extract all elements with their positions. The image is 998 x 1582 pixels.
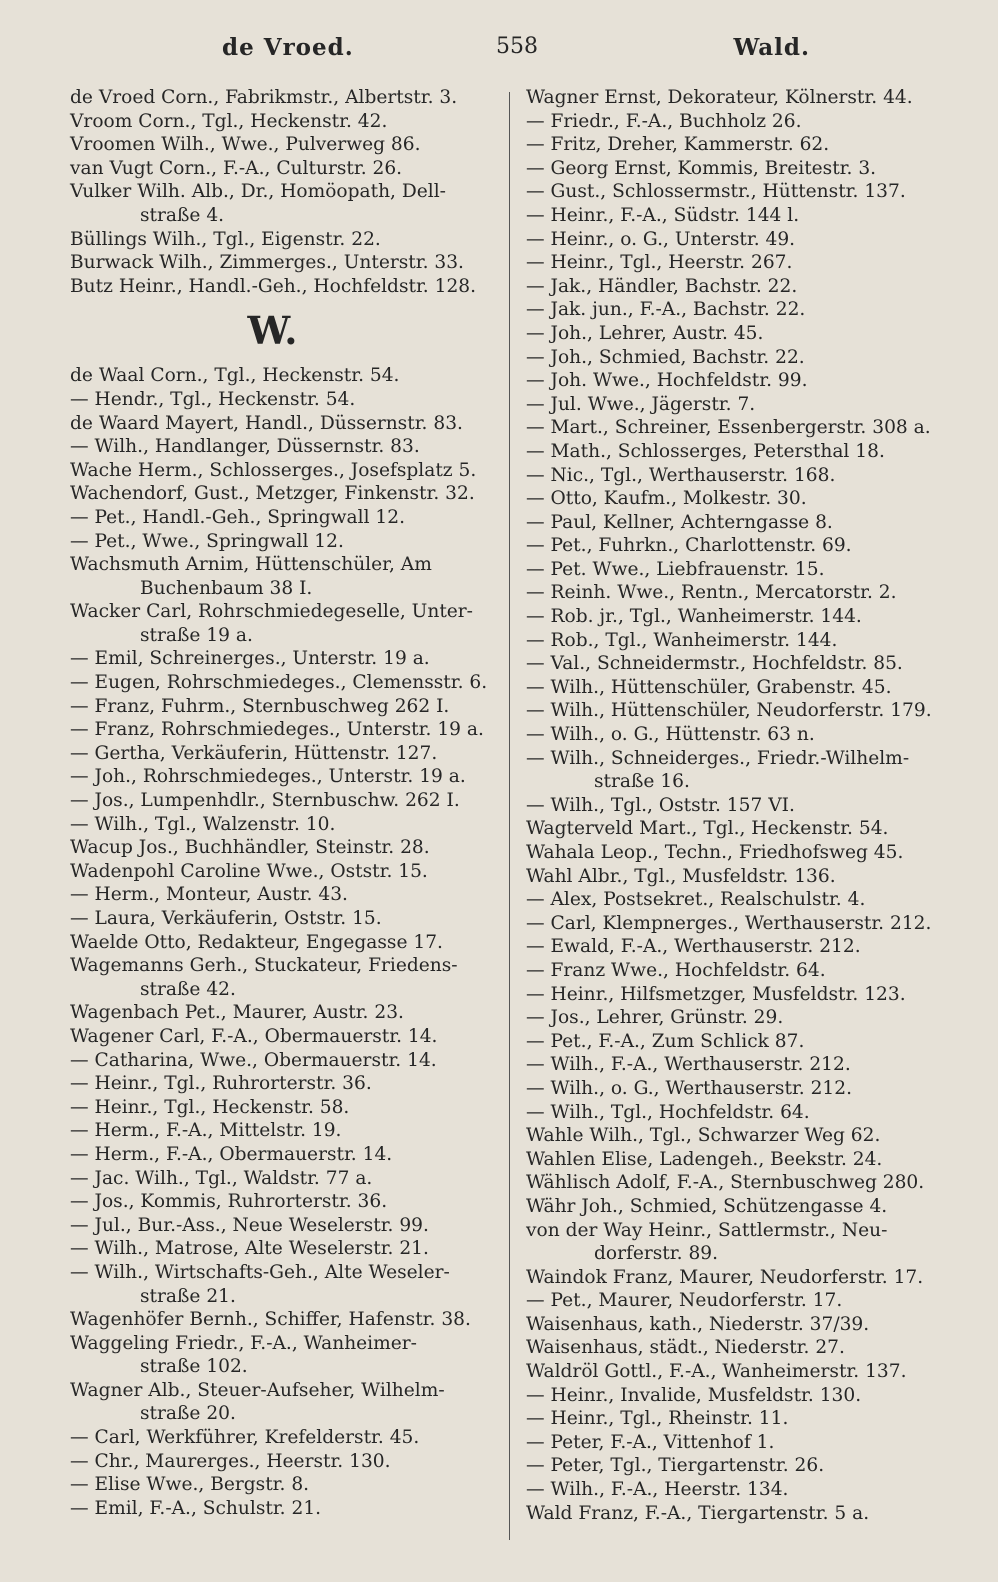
entry-line: — Herm., F.-A., Mittelstr. 19. [70, 1120, 342, 1142]
directory-entry [526, 1124, 956, 1148]
directory-entry [526, 865, 956, 889]
directory-entry [70, 695, 495, 719]
directory-entry [526, 888, 956, 912]
entry-line: — Franz, Fuhrm., Sternbuschweg 262 I. [70, 695, 450, 717]
entry-line: — Pet., Wwe., Springwall 12. [70, 530, 344, 552]
directory-entry [526, 959, 956, 983]
directory-entry [526, 322, 956, 346]
entry-line: — Nic., Tgl., Werthauserstr. 168. [526, 464, 836, 486]
entry-line: — Hendr., Tgl., Heckenstr. 54. [70, 388, 356, 410]
directory-entry [526, 1030, 956, 1054]
entry-line: Vroomen Wilh., Wwe., Pulverweg 86. [70, 134, 421, 156]
entry-line: — Gertha, Verkäuferin, Hüttenstr. 127. [70, 742, 438, 764]
entry-line: von der Way Heinr., Sattlermstr., Neu- [526, 1219, 888, 1241]
header-left-keyword: de Vroed. [222, 34, 354, 61]
entry-line: Waindok Franz, Maurer, Neudorferstr. 17. [526, 1266, 924, 1288]
directory-entry [526, 605, 956, 629]
directory-entry [526, 464, 956, 488]
directory-entry [70, 110, 495, 134]
entry-line: Währ Joh., Schmied, Schützengasse 4. [526, 1195, 888, 1217]
entry-line: — Fritz, Dreher, Kammerstr. 62. [526, 134, 830, 156]
directory-entry [526, 157, 956, 181]
entry-line: Wählisch Adolf, F.-A., Sternbuschweg 280. [526, 1172, 925, 1194]
directory-entry [526, 747, 956, 794]
directory-entry [70, 1049, 495, 1073]
entry-line: — Carl, Werkführer, Krefelderstr. 45. [70, 1427, 420, 1449]
directory-entry [70, 412, 495, 436]
directory-entry [70, 388, 495, 412]
directory-entry [526, 676, 956, 700]
directory-entry [70, 180, 495, 227]
entry-line: straße 20. [140, 1403, 236, 1425]
entry-line: — Chr., Maurerges., Heerstr. 130. [70, 1450, 391, 1472]
directory-entry [70, 1450, 495, 1474]
entry-line: — Jos., Lehrer, Grünstr. 29. [526, 1007, 784, 1029]
entry-line: — Carl, Klempnerges., Werthauserstr. 212. [526, 912, 932, 934]
entry-line: — Pet., Maurer, Neudorferstr. 17. [526, 1290, 843, 1312]
directory-entry [526, 983, 956, 1007]
entry-line: — Joh., Rohrschmiedeges., Unterstr. 19 a. [70, 766, 466, 788]
directory-entry [526, 416, 956, 440]
entry-line: Wagemanns Gerh., Stuckateur, Friedens- [70, 955, 458, 977]
page-header [70, 34, 950, 74]
directory-entry [526, 1336, 956, 1360]
entry-line: Vulker Wilh. Alb., Dr., Homöopath, Dell- [70, 181, 446, 203]
directory-entry [70, 860, 495, 884]
directory-entry [70, 1426, 495, 1450]
entry-line: — Reinh. Wwe., Rentn., Mercatorstr. 2. [526, 582, 897, 604]
directory-entry [526, 1101, 956, 1125]
directory-entry [526, 1313, 956, 1337]
directory-entry [526, 393, 956, 417]
entry-line: — Ewald, F.-A., Werthauserstr. 212. [526, 936, 861, 958]
directory-entry [70, 1072, 495, 1096]
entry-line: — Otto, Kaufm., Molkestr. 30. [526, 488, 807, 510]
entry-line: — Pet. Wwe., Liebfrauenstr. 15. [526, 558, 825, 580]
entry-line: — Heinr., Tgl., Heerstr. 267. [526, 252, 793, 274]
directory-entry [70, 647, 495, 671]
directory-entry [70, 506, 495, 530]
directory-entry [526, 346, 956, 370]
directory-entry [526, 1384, 956, 1408]
directory-entry [526, 1077, 956, 1101]
entry-line: — Math., Schlosserges, Petersthal 18. [526, 440, 885, 462]
directory-entry [526, 1289, 956, 1313]
entry-line: straße 102. [140, 1356, 248, 1378]
entry-line: Wache Herm., Schlosserges., Josefsplatz 5. [70, 459, 477, 481]
entry-line: Waisenhaus, städt., Niederstr. 27. [526, 1337, 845, 1359]
entry-line: straße 21. [140, 1285, 236, 1307]
entry-line: — Jos., Kommis, Ruhrorterstr. 36. [70, 1191, 388, 1213]
entry-line: straße 4. [140, 204, 225, 226]
directory-entry [526, 534, 956, 558]
directory-entry [70, 1473, 495, 1497]
entry-line: — Pet., Handl.-Geh., Springwall 12. [70, 506, 405, 528]
directory-entry [70, 133, 495, 157]
entry-line: — Rob. jr., Tgl., Wanheimerstr. 144. [526, 606, 862, 628]
entry-line: de Vroed Corn., Fabrikmstr., Albertstr. 3. [70, 87, 458, 108]
directory-entry [526, 1219, 956, 1266]
directory-entry [526, 1478, 956, 1502]
directory-entry [526, 298, 956, 322]
entry-line: — Jos., Lumpenhdlr., Sternbuschw. 262 I. [70, 790, 460, 812]
entry-line: — Catharina, Wwe., Obermauerstr. 14. [70, 1049, 437, 1071]
entry-line: — Herm., F.-A., Obermauerstr. 14. [70, 1143, 393, 1165]
section-letter: W. [247, 308, 298, 354]
directory-entry [526, 110, 956, 134]
directory-entry [70, 1143, 495, 1167]
directory-entry [526, 275, 956, 299]
entry-line: Waldröl Gottl., F.-A., Wanheimerstr. 137. [526, 1361, 907, 1383]
entry-line: Wagterveld Mart., Tgl., Heckenstr. 54. [526, 818, 889, 840]
entry-line: Wagenhöfer Bernh., Schiffer, Hafenstr. 38. [70, 1309, 471, 1331]
entry-line: — Mart., Schreiner, Essenbergerstr. 308 a. [526, 417, 931, 439]
directory-entry [526, 511, 956, 535]
entry-line: — Heinr., Tgl., Rheinstr. 11. [526, 1408, 789, 1430]
entry-line: Wagner Alb., Steuer-Aufseher, Wilhelm- [70, 1379, 445, 1401]
left-column [70, 86, 495, 1520]
entry-line: — Emil, Schreinerges., Unterstr. 19 a. [70, 648, 430, 670]
directory-entry [70, 530, 495, 554]
entry-line: — Heinr., F.-A., Südstr. 144 l. [526, 204, 800, 226]
entry-line: Wacup Jos., Buchhändler, Steinstr. 28. [70, 837, 430, 859]
directory-entry [70, 907, 495, 931]
directory-entry [70, 1308, 495, 1332]
directory-entry [526, 251, 956, 275]
directory-entry [70, 251, 495, 275]
directory-entry [70, 1332, 495, 1379]
entry-line: Wachsmuth Arnim, Hüttenschüler, Am [70, 554, 432, 576]
entry-line: — Heinr., Tgl., Ruhrorterstr. 36. [70, 1073, 372, 1095]
directory-entry [70, 1001, 495, 1025]
right-column [526, 86, 956, 1525]
entry-line: — Wilh., Wirtschafts-Geh., Alte Weseler- [70, 1261, 450, 1283]
entry-line: — Wilh., F.-A., Heerstr. 134. [526, 1479, 789, 1501]
entry-line: — Joh., Lehrer, Austr. 45. [526, 322, 764, 344]
directory-entry [70, 742, 495, 766]
directory-entry [526, 652, 956, 676]
directory-entry [70, 836, 495, 860]
entry-line: — Pet., Fuhrkn., Charlottenstr. 69. [526, 535, 852, 557]
directory-entry [70, 459, 495, 483]
directory-entry [526, 1148, 956, 1172]
entry-line: — Wilh., Handlanger, Düssernstr. 83. [70, 436, 420, 458]
entry-line: Wahala Leop., Techn., Friedhofsweg 45. [526, 842, 904, 863]
directory-entry [526, 935, 956, 959]
directory-entry [70, 718, 495, 742]
entry-line: de Waal Corn., Tgl., Heckenstr. 54. [70, 365, 400, 387]
entry-line: — Heinr., Tgl., Heckenstr. 58. [70, 1096, 350, 1118]
entry-line: — Alex, Postsekret., Realschulstr. 4. [526, 889, 866, 911]
entry-line: Wadenpohl Caroline Wwe., Oststr. 15. [70, 860, 428, 882]
entry-line: Vroom Corn., Tgl., Heckenstr. 42. [70, 110, 388, 132]
entry-line: — Paul, Kellner, Achterngasse 8. [526, 511, 833, 533]
entry-line: — Rob., Tgl., Wanheimerstr. 144. [526, 629, 838, 651]
entry-line: — Georg Ernst, Kommis, Breitestr. 3. [526, 157, 877, 179]
entry-line: straße 19 a. [140, 624, 253, 646]
directory-entry [526, 817, 956, 841]
entry-line: — Peter, Tgl., Tiergartenstr. 26. [526, 1455, 825, 1477]
directory-entry [70, 931, 495, 955]
entry-line: Wahl Albr., Tgl., Musfeldstr. 136. [526, 865, 836, 887]
directory-entry [526, 912, 956, 936]
entry-line: Waelde Otto, Redakteur, Engegasse 17. [70, 931, 443, 953]
directory-entry [70, 482, 495, 506]
entry-line: — Friedr., F.-A., Buchholz 26. [526, 110, 802, 132]
directory-entry [526, 1360, 956, 1384]
entry-line: — Val., Schneidermstr., Hochfeldstr. 85. [526, 653, 903, 675]
entry-line: de Waard Mayert, Handl., Düssernstr. 83. [70, 412, 463, 434]
entry-line: — Franz, Rohrschmiedeges., Unterstr. 19 a. [70, 719, 484, 741]
directory-entry [70, 1214, 495, 1238]
directory-entry [70, 157, 495, 181]
directory-entry [70, 1119, 495, 1143]
entry-line: — Heinr., Hilfsmetzger, Musfeldstr. 123. [526, 983, 906, 1005]
entry-line: Wagener Carl, F.-A., Obermauerstr. 14. [70, 1025, 438, 1047]
entry-line: — Joh. Wwe., Hochfeldstr. 99. [526, 370, 808, 392]
header-right-keyword: Wald. [733, 34, 810, 61]
directory-entry [70, 600, 495, 647]
directory-entry [526, 1431, 956, 1455]
entry-line: — Laura, Verkäuferin, Oststr. 15. [70, 908, 382, 929]
directory-entry [70, 1167, 495, 1191]
entry-line: — Jac. Wilh., Tgl., Waldstr. 77 a. [70, 1167, 373, 1189]
entry-line: — Wilh., o. G., Werthauserstr. 212. [526, 1077, 853, 1099]
entry-line: — Heinr., Invalide, Musfeldstr. 130. [526, 1384, 862, 1406]
entry-line: — Wilh., Matrose, Alte Weselerstr. 21. [70, 1238, 429, 1260]
directory-entry [526, 487, 956, 511]
entry-line: dorferstr. 89. [594, 1243, 719, 1265]
directory-entry [70, 1025, 495, 1049]
entry-line: — Peter, F.-A., Vittenhof 1. [526, 1431, 775, 1453]
entry-line: — Wilh., Tgl., Walzenstr. 10. [70, 813, 336, 835]
directory-entry [526, 794, 956, 818]
entry-line: Wagner Ernst, Dekorateur, Kölnerstr. 44. [526, 87, 913, 108]
directory-entry [526, 1053, 956, 1077]
entry-line: Buchenbaum 38 I. [140, 577, 313, 599]
entry-line: straße 42. [140, 978, 236, 1000]
directory-entry [526, 369, 956, 393]
directory-entry [526, 1266, 956, 1290]
entry-line: — Wilh., o. G., Hüttenstr. 63 n. [526, 724, 815, 746]
entry-line: — Wilh., Tgl., Oststr. 157 VI. [526, 794, 795, 816]
directory-entry [70, 1261, 495, 1308]
entry-line: Büllings Wilh., Tgl., Eigenstr. 22. [70, 228, 381, 250]
entry-line: — Joh., Schmied, Bachstr. 22. [526, 346, 805, 368]
entry-line: — Jul., Bur.-Ass., Neue Weselerstr. 99. [70, 1214, 429, 1236]
entry-line: — Elise Wwe., Bergstr. 8. [70, 1474, 310, 1496]
entry-line: — Jul. Wwe., Jägerstr. 7. [526, 393, 756, 415]
entry-line: — Jak., Händler, Bachstr. 22. [526, 275, 798, 297]
entry-line: Waggeling Friedr., F.-A., Wanheimer- [70, 1332, 417, 1354]
entry-line: Wacker Carl, Rohrschmiedegeselle, Unter- [70, 601, 473, 623]
directory-entry [70, 671, 495, 695]
directory-entry [526, 1454, 956, 1478]
entry-line: Wald Franz, F.-A., Tiergartenstr. 5 a. [526, 1502, 870, 1524]
entry-line: — Heinr., o. G., Unterstr. 49. [526, 228, 796, 250]
directory-entry [526, 841, 956, 865]
entry-line: — Emil, F.-A., Schulstr. 21. [70, 1497, 322, 1519]
directory-entry [526, 558, 956, 582]
entry-line: straße 16. [594, 771, 690, 793]
directory-entry [70, 364, 495, 388]
directory-entry [526, 180, 956, 204]
directory-entry [70, 1497, 495, 1521]
entry-line: Wahle Wilh., Tgl., Schwarzer Weg 62. [526, 1125, 881, 1147]
directory-entry [70, 553, 495, 600]
directory-entry [70, 275, 495, 299]
entry-line: — Wilh., Tgl., Hochfeldstr. 64. [526, 1101, 810, 1123]
directory-entry [526, 629, 956, 653]
directory-entry [526, 86, 956, 110]
entry-line: Wahlen Elise, Ladengeh., Beekstr. 24. [526, 1148, 883, 1170]
directory-entry [70, 86, 495, 110]
directory-entry [526, 1195, 956, 1219]
entry-line: Butz Heinr., Handl.-Geh., Hochfeldstr. 128. [70, 275, 477, 297]
entry-line: Burwack Wilh., Zimmerges., Unterstr. 33. [70, 252, 464, 274]
entry-line: — Wilh., F.-A., Werthauserstr. 212. [526, 1054, 851, 1076]
directory-entry [526, 204, 956, 228]
directory-entry [70, 435, 495, 459]
directory-entry [526, 1006, 956, 1030]
entry-line: — Wilh., Hüttenschüler, Grabenstr. 45. [526, 676, 892, 698]
entry-line: — Herm., Monteur, Austr. 43. [70, 884, 348, 906]
directory-entry [70, 883, 495, 907]
directory-entry [70, 1237, 495, 1261]
directory-entry [526, 723, 956, 747]
column-divider [509, 92, 510, 1540]
directory-entry [70, 813, 495, 837]
directory-entry [70, 1096, 495, 1120]
directory-entry [526, 699, 956, 723]
directory-entry [70, 1379, 495, 1426]
entry-line: Wagenbach Pet., Maurer, Austr. 23. [70, 1002, 404, 1024]
entry-line: van Vugt Corn., F.-A., Culturstr. 26. [70, 157, 403, 179]
directory-entry [526, 1171, 956, 1195]
directory-entry [526, 133, 956, 157]
directory-entry [526, 440, 956, 464]
entry-line: — Gust., Schlossermstr., Hüttenstr. 137. [526, 181, 906, 203]
entry-line: — Eugen, Rohrschmiedeges., Clemensstr. 6. [70, 672, 488, 694]
directory-entry [526, 228, 956, 252]
entry-line: — Wilh., Schneiderges., Friedr.-Wilhelm- [526, 747, 910, 769]
directory-entry [526, 1407, 956, 1431]
entry-line: Wachendorf, Gust., Metzger, Finkenstr. 32. [70, 483, 475, 505]
directory-entry [70, 765, 495, 789]
directory-entry [70, 789, 495, 813]
entry-line: — Jak. jun., F.-A., Bachstr. 22. [526, 299, 806, 321]
entry-line: — Pet., F.-A., Zum Schlick 87. [526, 1030, 805, 1052]
entry-line: Waisenhaus, kath., Niederstr. 37/39. [526, 1313, 870, 1335]
directory-entry [70, 228, 495, 252]
entry-line: — Wilh., Hüttenschüler, Neudorferstr. 179. [526, 700, 932, 722]
directory-entry [526, 1502, 956, 1526]
directory-entry [70, 1190, 495, 1214]
directory-entry [70, 954, 495, 1001]
directory-entry [526, 581, 956, 605]
page-number: 558 [496, 34, 538, 59]
entry-line: — Franz Wwe., Hochfeldstr. 64. [526, 959, 826, 981]
